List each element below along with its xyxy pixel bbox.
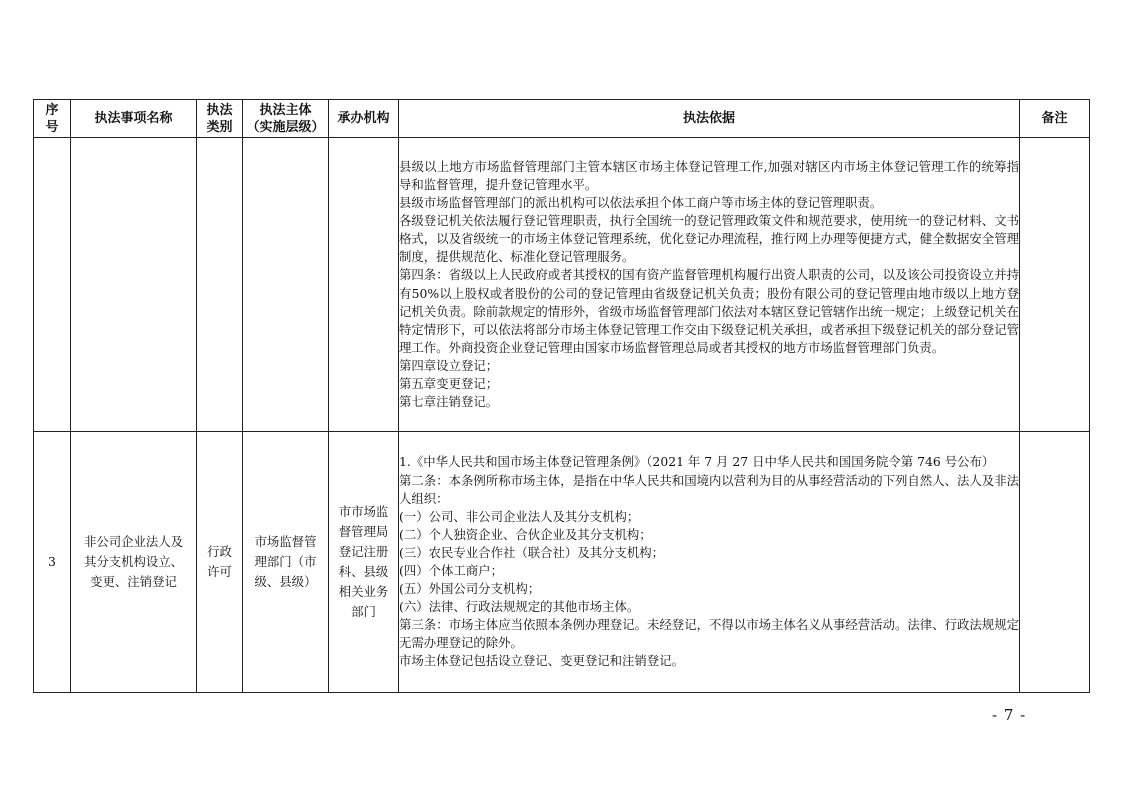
basis-paragraph: 第二条：本条例所称市场主体，是指在中华人民共和国境内以营利为目的从事经营活动的下列自然人、法人及非法人组织：	[399, 472, 1019, 506]
remark-cell	[1020, 432, 1090, 693]
category-cell: 行政 许可	[197, 432, 243, 693]
basis-paragraph: 第五章变更登记；	[399, 375, 499, 391]
subject-cell: 市场监督管 理部门（市 级、县级）	[243, 432, 329, 693]
basis-paragraph: (四）个体工商户；	[399, 563, 503, 578]
basis-paragraph: 1.《中华人民共和国市场主体登记管理条例》（2021 年 7 月 27 日中华人民共和国国务院令第 746 号公布）	[399, 454, 995, 470]
header-row	[34, 100, 1090, 138]
header-basis: 执法依据	[399, 100, 1020, 138]
agency-cell	[329, 138, 399, 432]
table-row	[34, 432, 1090, 693]
basis-paragraph: (五）外国公司分支机构；	[399, 581, 541, 597]
name-cell: 非公司企业法人及 其分支机构设立、 变更、注销登记	[71, 432, 197, 693]
page-number: - 7 -	[992, 706, 1027, 724]
header-category: 执法 类别	[197, 100, 243, 138]
law-enforcement-table	[33, 99, 1090, 693]
seq-cell	[34, 138, 71, 432]
remark-cell	[1020, 138, 1090, 432]
basis-paragraph: 第七章注销登记。	[399, 394, 499, 410]
basis-paragraph: 各级登记机关依法履行登记管理职责，执行全国统一的登记管理政策文件和规范要求，使用统一的登记材料、文书格式，以及省级统一的市场主体登记管理系统，优化登记办理流程，推行网上办理等便捷方式，健全数据安全管理制度，提供规范化、标准化登记管理服务。	[399, 213, 1019, 265]
table-row	[34, 138, 1090, 432]
basis-paragraph: 市场主体登记包括设立登记、变更登记和注销登记。	[399, 653, 684, 669]
basis-paragraph: 县级市场监督管理部门的派出机构可以依法承担个体工商户等市场主体的登记管理职责。	[399, 195, 883, 211]
seq-cell: 3	[34, 432, 71, 693]
name-cell	[71, 138, 197, 432]
basis-cell	[399, 432, 1020, 693]
header-seq: 序 号	[34, 100, 71, 138]
basis-cell	[399, 138, 1020, 432]
basis-paragraph: 第四条：省级以上人民政府或者其授权的国有资产监督管理机构履行出资人职责的公司，以及该公司投资设立并持有50%以上股权或者股份的公司的登记管理由省级登记机关负责；股份有限公司的登记管理由地市级以上地方登记机关负责。除前款规定的情形外，省级市场监督管理部门依法对本辖区登记管辖作出统一规定；上级登记机关在特定情形下，可以依法将部分市场主体登记管理工作交由下级登记机关承担，或者承担下级登记机关的部分登记管理工作。外商投资企业登记管理由国家市场监督管理总局或者其授权的地方市场监督管理部门负责。	[399, 267, 1019, 355]
header-agency: 承办机构	[329, 100, 399, 138]
basis-paragraph: (六）法律、行政法规规定的其他市场主体。	[399, 599, 640, 615]
subject-cell	[243, 138, 329, 432]
category-cell	[197, 138, 243, 432]
basis-paragraph: (三）农民专业合作社（联合社）及其分支机构；	[399, 544, 665, 560]
basis-paragraph: (一）公司、非公司企业法人及其分支机构；	[399, 508, 640, 524]
header-name: 执法事项名称	[71, 100, 197, 138]
basis-paragraph: 第三条：市场主体应当依照本条例办理登记。未经登记，不得以市场主体名义从事经营活动。法律、行政法规规定无需办理登记的除外。	[399, 617, 1019, 651]
basis-paragraph: 县级以上地方市场监督管理部门主管本辖区市场主体登记管理工作,加强对辖区内市场主体登记管理工作的统筹指导和监督管理，提升登记管理水平。	[399, 158, 1019, 192]
agency-cell: 市市场监 督管理局 登记注册 科、县级 相关业务 部门	[329, 432, 399, 693]
basis-paragraph: 第四章设立登记；	[399, 357, 499, 373]
basis-paragraph: (二）个人独资企业、合伙企业及其分支机构；	[399, 526, 652, 542]
header-remark: 备注	[1020, 100, 1090, 138]
header-subject: 执法主体 （实施层级）	[243, 100, 329, 138]
